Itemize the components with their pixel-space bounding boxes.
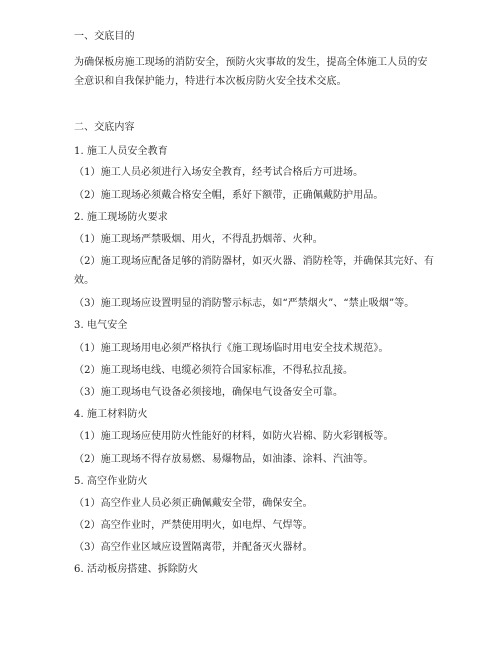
heading-content: 二、交底内容 xyxy=(74,122,135,133)
list-item: （2）高空作业时，严禁使用明火，如电焊、气焊等。 xyxy=(74,520,313,531)
heading-purpose: 一、交底目的 xyxy=(74,31,135,42)
section-title-6: 6. 活动板房搭建、拆除防火 xyxy=(74,564,199,575)
list-item: （1）施工人员必须进行入场安全教育，经考试合格后方可进场。 xyxy=(74,167,364,178)
list-item: （2）施工现场电线、电缆必须符合国家标准，不得私拉乱接。 xyxy=(74,365,354,376)
section-title-1: 1. 施工人员安全教育 xyxy=(74,146,168,157)
section-title-4: 4. 施工材料防火 xyxy=(74,409,148,420)
section-title-3: 3. 电气安全 xyxy=(74,320,128,331)
intro-paragraph: 为确保板房施工现场的消防安全，预防火灾事故的发生，提高全体施工人员的安全意识和自我保护能力，特进行本次板房防火安全技术交底。 xyxy=(74,57,428,87)
list-item: （1）施工现场用电必须严格执行《施工现场临时用电安全技术规范》。 xyxy=(74,343,389,354)
list-item: （2）施工现场应配备足够的消防器材，如灭火器、消防栓等，并确保其完好、有效。 xyxy=(74,256,434,286)
list-item: （1）施工现场应使用防火性能好的材料，如防火岩棉、防火彩钢板等。 xyxy=(74,431,394,442)
list-item: （2）施工现场必须戴合格安全帽，系好下额带，正确佩戴防护用品。 xyxy=(74,190,384,201)
section-title-2: 2. 施工现场防火要求 xyxy=(74,212,168,223)
section-title-5: 5. 高空作业防火 xyxy=(74,476,148,487)
list-item: （1）高空作业人员必须正确佩戴安全带，确保安全。 xyxy=(74,498,313,509)
list-item: （3）施工现场电气设备必须接地，确保电气设备安全可靠。 xyxy=(74,387,344,398)
list-item: （1）施工现场严禁吸烟、用火，不得乱扔烟蒂、火种。 xyxy=(74,234,323,245)
list-item: （3）高空作业区域应设置隔离带，并配备灭火器材。 xyxy=(74,542,313,553)
list-item: （3）施工现场应设置明显的消防警示标志，如“严禁烟火”、“禁止吸烟”等。 xyxy=(74,298,415,309)
list-item: （2）施工现场不得存放易燃、易爆物品，如油漆、涂料、汽油等。 xyxy=(74,454,374,465)
